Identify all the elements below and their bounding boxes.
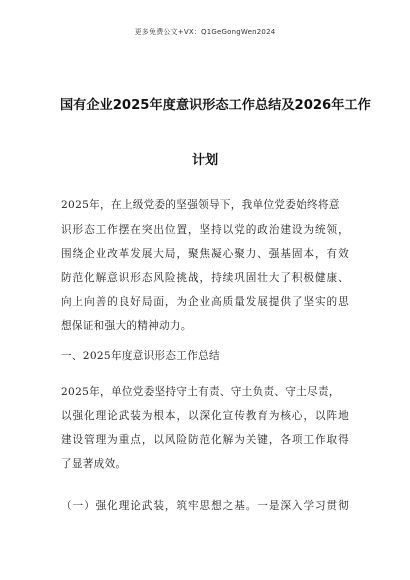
paragraph-1-line-4: 防范化解意识形态风险挑战，持续巩固壮大了积极健康、 [61,272,349,284]
subsection-1-line-1: （一）强化理论武装，筑牢思想之基。一是深入学习贯彻 [61,500,349,512]
paragraph-2-line-3: 建设管理为重点，以风险防范化解为关键，各项工作取得 [61,434,349,446]
paragraph-1-line-5: 向上向善的良好局面，为企业高质量发展提供了坚实的思 [61,296,349,308]
header-note: 更多免费公文+VX：Q1GeGongWen2024 [134,28,276,36]
document-title-line-2: 计划 [191,153,219,168]
paragraph-2-line-2: 以强化理论武装为根本，以深化宣传教育为核心，以阵地 [61,410,349,422]
paragraph-1-line-3: 围绕企业改革发展大局，聚焦凝心聚力、强基固本，有效 [61,248,349,260]
paragraph-1-line-1: 2025年，在上级党委的坚强领导下，我单位党委始终将意 [61,199,340,211]
paragraph-1-line-2: 识形态工作摆在突出位置，坚持以党的政治建设为统领， [61,224,349,236]
paragraph-1-line-6: 想保证和强大的精神动力。 [61,320,192,332]
section-1-heading: 一、2025年度意识形态工作总结 [61,350,220,362]
document-title-line-1: 国有企业2025年度意识形态工作总结及2026年工作 [60,98,371,113]
paragraph-2-line-1: 2025年，单位党委坚持守土有责、守土负责、守土尽责， [61,386,340,398]
paragraph-2-line-4: 了显著成效。 [61,458,127,470]
